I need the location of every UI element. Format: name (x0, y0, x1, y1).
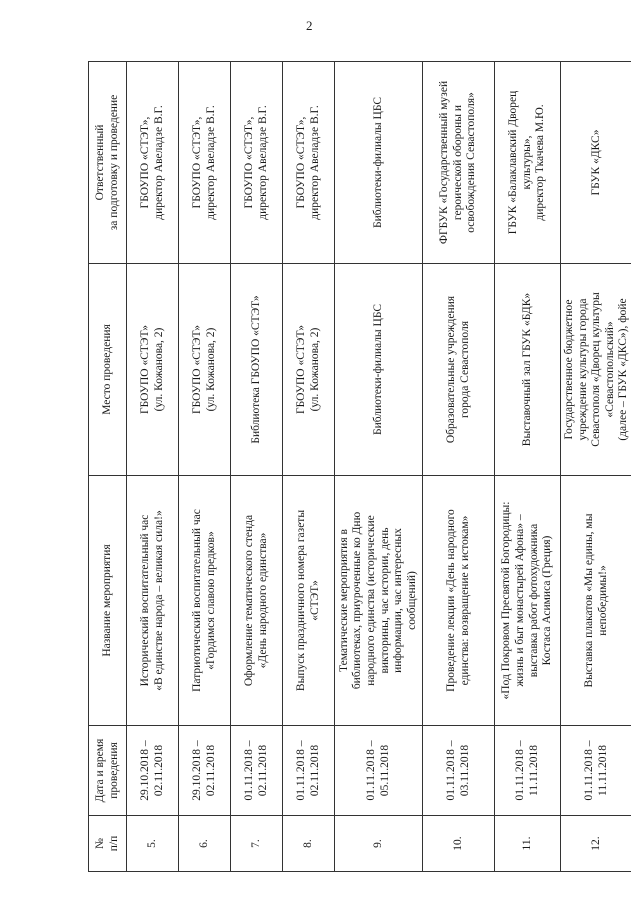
cell-date: 01.11.2018 – 02.11.2018 (283, 726, 335, 816)
cell-responsible: ГБОУПО «СТЭТ», директор Авеладзе В.Г. (179, 62, 231, 264)
cell-responsible: ГБОУПО «СТЭТ», директор Авеладзе В.Г. (127, 62, 179, 264)
events-table (88, 61, 631, 872)
cell-place: ГБОУПО «СТЭТ» (ул. Кожанова, 2) (283, 264, 335, 476)
cell-num: 9. (335, 816, 423, 872)
cell-name: «Под Покровом Пресвятой Богородицы: жизнь и быт монастырей Афона» – выставка работ фотохудожника Костаса Асимиса (Греция) (495, 476, 561, 726)
cell-date: 01.11.2018 – 05.11.2018 (335, 726, 423, 816)
cell-date: 29.10.2018 – 02.11.2018 (127, 726, 179, 816)
header-place: Место проведения (89, 264, 127, 476)
cell-date: 01.11.2018 – 03.11.2018 (423, 726, 495, 816)
cell-date: 01.11.2018 – 02.11.2018 (231, 726, 283, 816)
cell-responsible: ГБУК «ДКС» (561, 62, 631, 264)
events-table-container (88, 62, 630, 872)
table-row (179, 62, 231, 872)
header-name: Название мероприятия (89, 476, 127, 726)
header-num: № п/п (89, 816, 127, 872)
cell-name: Выпуск праздничного номера газеты «СТЭТ» (283, 476, 335, 726)
cell-name: Тематические мероприятия в библиотеках, приуроченные ко Дню народного единства (исторические викторины, час истории, день информации, час интересных сообщений) (335, 476, 423, 726)
cell-responsible: ФГБУК «Государственный музей героической обороны и освобождения Севастополя» (423, 62, 495, 264)
cell-date: 01.11.2018 – 11.11.2018 (561, 726, 631, 816)
table-row (127, 62, 179, 872)
cell-place: ГБОУПО «СТЭТ» (ул. Кожанова, 2) (179, 264, 231, 476)
cell-place: Библиотеки-филиалы ЦБС (335, 264, 423, 476)
cell-place: Образовательные учреждения города Севастополя (423, 264, 495, 476)
cell-num: 11. (495, 816, 561, 872)
cell-responsible: ГБОУПО «СТЭТ», директор Авеладзе В.Г. (283, 62, 335, 264)
cell-num: 5. (127, 816, 179, 872)
cell-date: 29.10.2018 – 02.11.2018 (179, 726, 231, 816)
cell-place: Государственное бюджетное учреждение культуры города Севастополя «Дворец культуры «Севастопольский» (далее – ГБУК «ДКС»), фойе (561, 264, 631, 476)
cell-num: 8. (283, 816, 335, 872)
table-header-row (89, 62, 127, 872)
page-number: 2 (306, 18, 313, 33)
cell-responsible: ГБУК «Балаклавский Дворец культуры», директор Ткачева М.Ю. (495, 62, 561, 264)
cell-name: Оформление тематического стенда «День народного единства» (231, 476, 283, 726)
cell-place: ГБОУПО «СТЭТ» (ул. Кожанова, 2) (127, 264, 179, 476)
cell-date: 01.11.2018 – 11.11.2018 (495, 726, 561, 816)
cell-name: Патриотический воспитательный час «Гордимся славою предков» (179, 476, 231, 726)
cell-num: 6. (179, 816, 231, 872)
header-date: Дата и время проведения (89, 726, 127, 816)
table-row (495, 62, 561, 872)
cell-place: Библиотека ГБОУПО «СТЭТ» (231, 264, 283, 476)
cell-responsible: Библиотеки-филиалы ЦБС (335, 62, 423, 264)
table-row (231, 62, 283, 872)
cell-num: 10. (423, 816, 495, 872)
cell-responsible: ГБОУПО «СТЭТ», директор Авеладзе В.Г. (231, 62, 283, 264)
table-row (283, 62, 335, 872)
cell-place: Выставочный зал ГБУК «БДК» (495, 264, 561, 476)
cell-num: 12. (561, 816, 631, 872)
table-row (335, 62, 423, 872)
table-row (423, 62, 495, 872)
cell-name: Исторический воспитательный час «В единстве народа – великая сила!» (127, 476, 179, 726)
cell-name: Проведение лекции «День народного единства: возвращение к истокам» (423, 476, 495, 726)
cell-name: Выставка плакатов «Мы едины, мы непобедимы!» (561, 476, 631, 726)
rotated-table-frame (88, 62, 630, 872)
cell-num: 7. (231, 816, 283, 872)
header-responsible: Ответственный за подготовку и проведение (89, 62, 127, 264)
table-row (561, 62, 631, 872)
